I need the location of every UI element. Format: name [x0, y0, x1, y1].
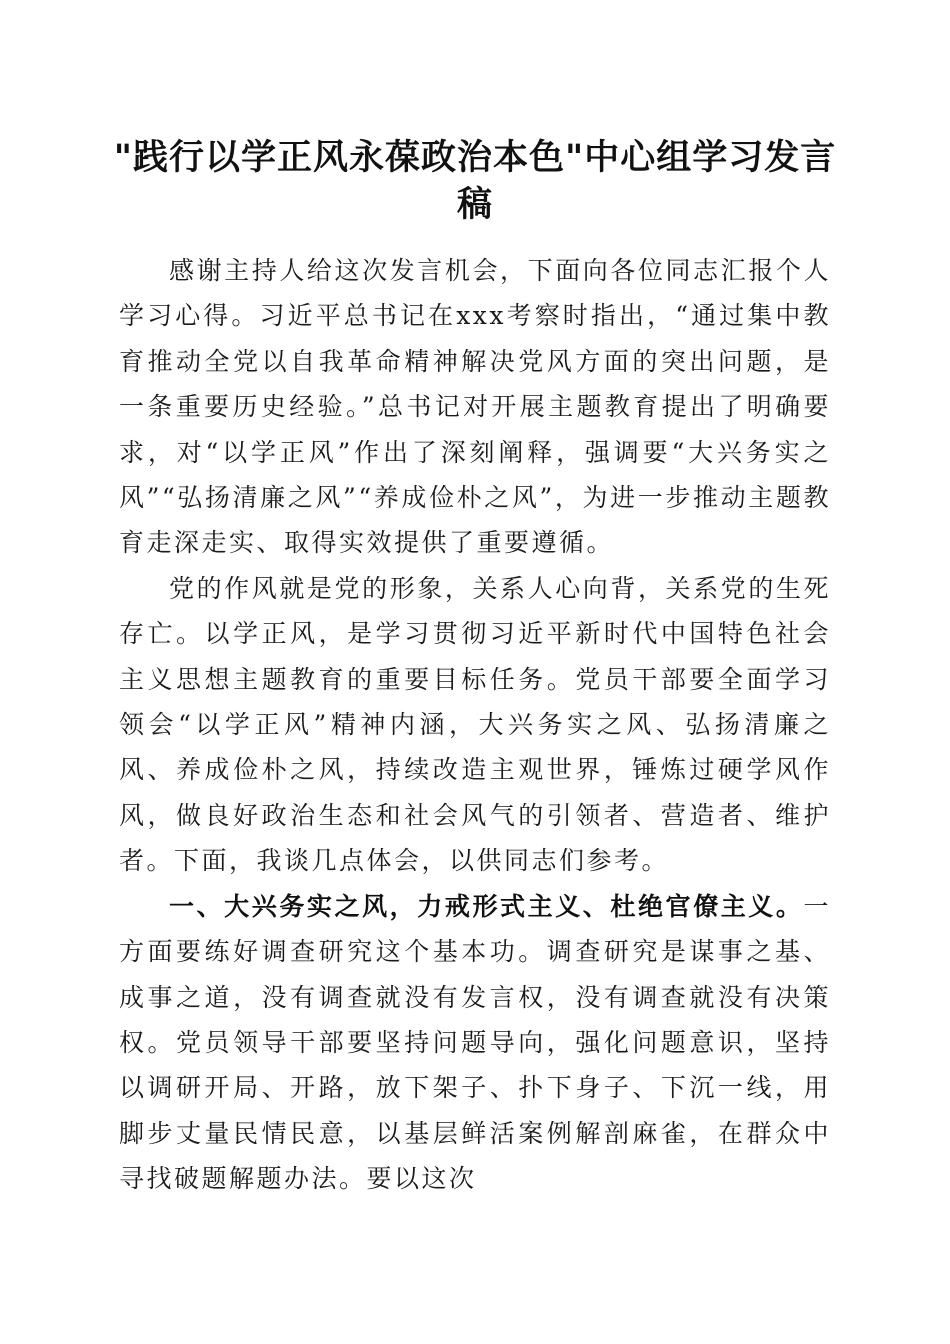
paragraph-party-style-text: 党的作风就是党的形象，关系人心向背，关系党的生死存亡。以学正风，是学习贯彻习近平新时代中国特色社会主义思想主题教育的重要目标任务。党员干部要全面学习领会“以学正风”精神内涵，大兴务实之风、弘扬清廉之风、养成俭朴之风，持续改造主观世界，锤炼过硬学风作风，做良好政治生态和社会风气的引领者、营造者、维护者。下面，我谈几点体会，以供同志们参考。: [119, 573, 831, 876]
document-body: [119, 248, 831, 1202]
paragraph-intro: [119, 248, 831, 566]
paragraph-party-style: [119, 566, 831, 884]
document-title: "践行以学正风永葆政治本色"中心组学习发言稿: [113, 138, 837, 225]
paragraph-section-one: [119, 884, 831, 1202]
paragraph-section-one-text: 一方面要练好调查研究这个基本功。调查研究是谋事之基、成事之道，没有调查就没有发言权，没有调查就没有决策权。党员领导干部要坚持问题导向，强化问题意识，坚持以调研开局、开路，放下架子、扑下身子、下沉一线，用脚步丈量民情民意，以基层鲜活案例解剖麻雀，在群众中寻找破题解题办法。要以这次: [119, 891, 831, 1194]
section-one-heading: 一、大兴务实之风，力戒形式主义、杜绝官僚主义。: [169, 891, 804, 921]
paragraph-intro-text: 感谢主持人给这次发言机会，下面向各位同志汇报个人学习心得。习近平总书记在xxx考察时指出，“通过集中教育推动全党以自我革命精神解决党风方面的突出问题，是一条重要历史经验。”总书记对开展主题教育提出了明确要求，对“以学正风”作出了深刻阐释，强调要“大兴务实之风”“弘扬清廉之风”“养成俭朴之风”，为进一步推动主题教育走深走实、取得实效提供了重要遵循。: [119, 256, 831, 558]
